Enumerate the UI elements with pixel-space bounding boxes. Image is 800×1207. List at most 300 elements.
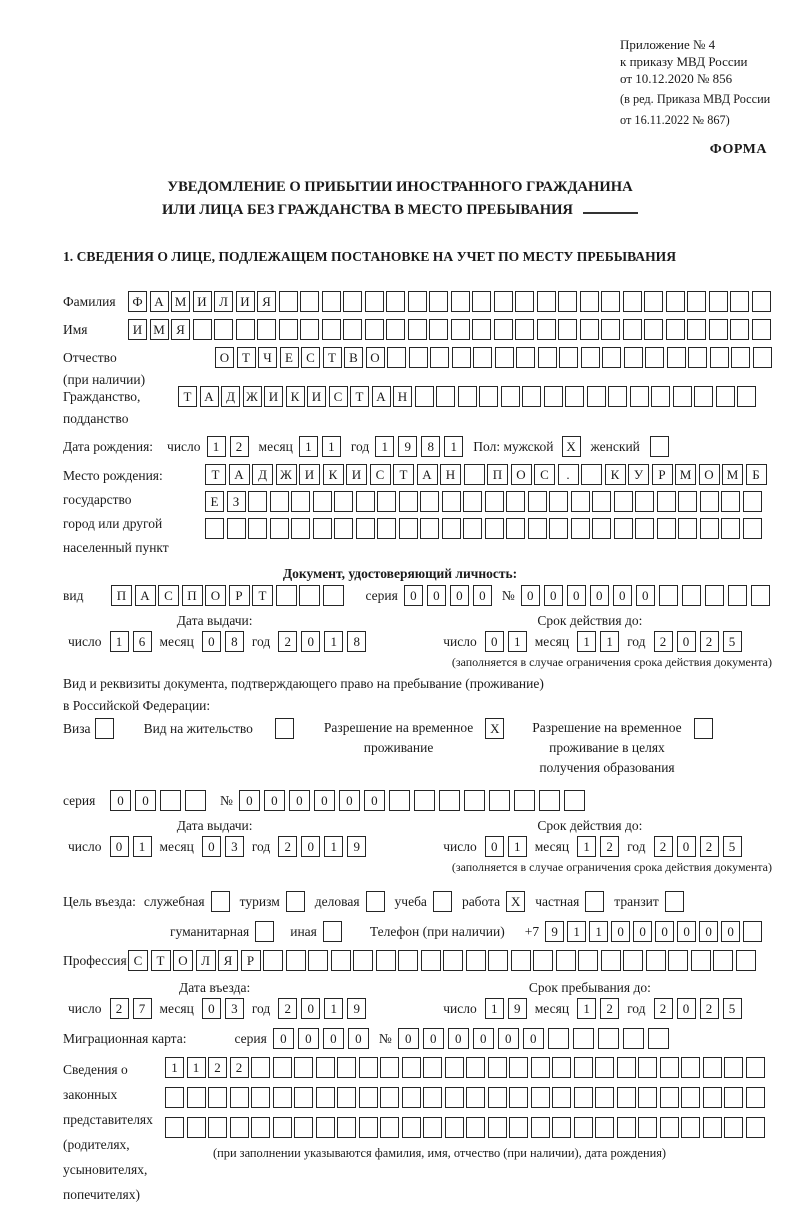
form-cell[interactable] bbox=[398, 950, 418, 971]
form-cell[interactable] bbox=[516, 347, 535, 368]
form-cell[interactable] bbox=[614, 518, 633, 539]
form-cell[interactable] bbox=[323, 585, 344, 606]
form-cell[interactable]: 2 bbox=[278, 631, 297, 652]
form-cell[interactable] bbox=[276, 585, 297, 606]
form-cell[interactable] bbox=[743, 518, 762, 539]
form-cell[interactable] bbox=[549, 518, 568, 539]
form-cell[interactable]: 8 bbox=[225, 631, 244, 652]
form-cell[interactable] bbox=[721, 518, 740, 539]
form-cell[interactable] bbox=[592, 518, 611, 539]
form-cell[interactable]: Т bbox=[252, 585, 273, 606]
form-cell[interactable] bbox=[236, 319, 255, 340]
form-cell[interactable]: 0 bbox=[721, 921, 740, 942]
form-cell[interactable] bbox=[270, 491, 289, 512]
form-cell[interactable] bbox=[682, 585, 701, 606]
purpose-work-checkbox[interactable]: X bbox=[506, 891, 525, 912]
form-cell[interactable] bbox=[466, 1117, 485, 1138]
form-cell[interactable] bbox=[313, 518, 332, 539]
form-cell[interactable]: Ж bbox=[276, 464, 297, 485]
purpose-tourism-checkbox[interactable] bbox=[286, 891, 305, 912]
form-cell[interactable] bbox=[193, 319, 212, 340]
form-cell[interactable]: Р bbox=[241, 950, 261, 971]
form-cell[interactable] bbox=[208, 1087, 227, 1108]
form-cell[interactable]: С bbox=[301, 347, 320, 368]
form-cell[interactable]: 2 bbox=[230, 1057, 249, 1078]
form-cell[interactable]: 0 bbox=[398, 1028, 419, 1049]
form-cell[interactable]: И bbox=[264, 386, 283, 407]
form-cell[interactable]: 1 bbox=[444, 436, 463, 457]
form-cell[interactable] bbox=[343, 291, 362, 312]
form-cell[interactable]: 0 bbox=[498, 1028, 519, 1049]
form-cell[interactable] bbox=[531, 1057, 550, 1078]
form-cell[interactable] bbox=[494, 319, 513, 340]
form-cell[interactable]: А bbox=[229, 464, 250, 485]
form-cell[interactable] bbox=[359, 1087, 378, 1108]
form-cell[interactable] bbox=[334, 518, 353, 539]
form-cell[interactable] bbox=[601, 319, 620, 340]
form-cell[interactable]: 0 bbox=[110, 836, 129, 857]
form-cell[interactable] bbox=[294, 1087, 313, 1108]
form-cell[interactable] bbox=[423, 1057, 442, 1078]
form-cell[interactable] bbox=[160, 790, 181, 811]
form-cell[interactable] bbox=[415, 386, 434, 407]
form-cell[interactable]: З bbox=[227, 491, 246, 512]
form-cell[interactable] bbox=[466, 1057, 485, 1078]
form-cell[interactable] bbox=[651, 386, 670, 407]
form-cell[interactable] bbox=[279, 319, 298, 340]
form-cell[interactable] bbox=[573, 1028, 594, 1049]
form-cell[interactable] bbox=[489, 790, 510, 811]
form-cell[interactable]: Д bbox=[252, 464, 273, 485]
form-cell[interactable]: М bbox=[675, 464, 696, 485]
form-cell[interactable] bbox=[608, 386, 627, 407]
form-cell[interactable] bbox=[376, 950, 396, 971]
form-cell[interactable]: М bbox=[171, 291, 190, 312]
form-cell[interactable]: 0 bbox=[677, 836, 696, 857]
form-cell[interactable]: С bbox=[329, 386, 348, 407]
form-cell[interactable] bbox=[380, 1087, 399, 1108]
form-cell[interactable] bbox=[436, 386, 455, 407]
form-cell[interactable]: С bbox=[128, 950, 148, 971]
form-cell[interactable] bbox=[703, 1117, 722, 1138]
form-cell[interactable] bbox=[506, 518, 525, 539]
form-cell[interactable] bbox=[681, 1057, 700, 1078]
form-cell[interactable]: 2 bbox=[278, 836, 297, 857]
form-cell[interactable] bbox=[185, 790, 206, 811]
form-cell[interactable] bbox=[488, 950, 508, 971]
form-cell[interactable] bbox=[300, 291, 319, 312]
form-cell[interactable] bbox=[617, 1087, 636, 1108]
form-cell[interactable]: 1 bbox=[299, 436, 318, 457]
form-cell[interactable]: 1 bbox=[187, 1057, 206, 1078]
form-cell[interactable]: 1 bbox=[324, 998, 343, 1019]
form-cell[interactable]: 0 bbox=[348, 1028, 369, 1049]
form-cell[interactable]: 9 bbox=[398, 436, 417, 457]
form-cell[interactable]: 0 bbox=[523, 1028, 544, 1049]
form-cell[interactable] bbox=[743, 921, 762, 942]
form-cell[interactable]: К bbox=[605, 464, 626, 485]
form-cell[interactable] bbox=[556, 950, 576, 971]
form-cell[interactable] bbox=[623, 950, 643, 971]
form-cell[interactable] bbox=[578, 950, 598, 971]
form-cell[interactable] bbox=[624, 347, 643, 368]
form-cell[interactable] bbox=[533, 950, 553, 971]
form-cell[interactable] bbox=[420, 518, 439, 539]
form-cell[interactable] bbox=[452, 347, 471, 368]
form-cell[interactable] bbox=[464, 790, 485, 811]
form-cell[interactable]: Л bbox=[214, 291, 233, 312]
form-cell[interactable]: Т bbox=[205, 464, 226, 485]
form-cell[interactable] bbox=[387, 347, 406, 368]
form-cell[interactable] bbox=[316, 1087, 335, 1108]
form-cell[interactable] bbox=[688, 347, 707, 368]
form-cell[interactable] bbox=[430, 347, 449, 368]
form-cell[interactable] bbox=[248, 491, 267, 512]
form-cell[interactable] bbox=[673, 386, 692, 407]
form-cell[interactable] bbox=[515, 291, 534, 312]
form-cell[interactable]: 1 bbox=[600, 631, 619, 652]
form-cell[interactable] bbox=[721, 491, 740, 512]
form-cell[interactable] bbox=[587, 386, 606, 407]
form-cell[interactable]: Я bbox=[218, 950, 238, 971]
form-cell[interactable] bbox=[402, 1117, 421, 1138]
form-cell[interactable] bbox=[571, 518, 590, 539]
form-cell[interactable] bbox=[408, 319, 427, 340]
form-cell[interactable] bbox=[635, 491, 654, 512]
form-cell[interactable]: 5 bbox=[723, 631, 742, 652]
form-cell[interactable]: 0 bbox=[590, 585, 609, 606]
form-cell[interactable]: 0 bbox=[448, 1028, 469, 1049]
form-cell[interactable]: Т bbox=[393, 464, 414, 485]
form-cell[interactable] bbox=[488, 1087, 507, 1108]
form-cell[interactable] bbox=[623, 291, 642, 312]
form-cell[interactable] bbox=[511, 950, 531, 971]
form-cell[interactable]: А bbox=[417, 464, 438, 485]
form-cell[interactable] bbox=[580, 319, 599, 340]
form-cell[interactable] bbox=[409, 347, 428, 368]
form-cell[interactable]: 0 bbox=[677, 631, 696, 652]
form-cell[interactable]: 1 bbox=[375, 436, 394, 457]
form-cell[interactable] bbox=[595, 1087, 614, 1108]
form-cell[interactable] bbox=[509, 1117, 528, 1138]
form-cell[interactable]: М bbox=[150, 319, 169, 340]
form-cell[interactable] bbox=[294, 1117, 313, 1138]
form-cell[interactable]: 1 bbox=[485, 998, 504, 1019]
form-cell[interactable]: Я bbox=[257, 291, 276, 312]
form-cell[interactable] bbox=[463, 518, 482, 539]
form-cell[interactable] bbox=[473, 347, 492, 368]
form-cell[interactable] bbox=[420, 491, 439, 512]
form-cell[interactable] bbox=[445, 1057, 464, 1078]
form-cell[interactable] bbox=[322, 291, 341, 312]
form-cell[interactable]: 0 bbox=[301, 998, 320, 1019]
form-cell[interactable]: 0 bbox=[202, 998, 221, 1019]
form-cell[interactable] bbox=[638, 1057, 657, 1078]
form-cell[interactable]: В bbox=[344, 347, 363, 368]
form-cell[interactable] bbox=[380, 1057, 399, 1078]
form-cell[interactable]: 0 bbox=[264, 790, 285, 811]
form-cell[interactable] bbox=[531, 1117, 550, 1138]
form-cell[interactable] bbox=[623, 1028, 644, 1049]
purpose-official-checkbox[interactable] bbox=[211, 891, 230, 912]
form-cell[interactable] bbox=[538, 347, 557, 368]
form-cell[interactable] bbox=[316, 1117, 335, 1138]
form-cell[interactable] bbox=[414, 790, 435, 811]
form-cell[interactable] bbox=[746, 1087, 765, 1108]
form-cell[interactable] bbox=[644, 291, 663, 312]
sex-female-checkbox[interactable] bbox=[650, 436, 669, 457]
form-cell[interactable] bbox=[731, 347, 750, 368]
form-cell[interactable] bbox=[659, 585, 678, 606]
form-cell[interactable]: 9 bbox=[545, 921, 564, 942]
form-cell[interactable]: С bbox=[158, 585, 179, 606]
form-cell[interactable]: 8 bbox=[421, 436, 440, 457]
form-cell[interactable] bbox=[678, 491, 697, 512]
form-cell[interactable] bbox=[700, 518, 719, 539]
form-cell[interactable]: 2 bbox=[230, 436, 249, 457]
form-cell[interactable]: 0 bbox=[485, 631, 504, 652]
form-cell[interactable] bbox=[429, 291, 448, 312]
form-cell[interactable]: А bbox=[135, 585, 156, 606]
form-cell[interactable] bbox=[451, 291, 470, 312]
residence-permit-checkbox[interactable] bbox=[275, 718, 294, 739]
form-cell[interactable] bbox=[515, 319, 534, 340]
form-cell[interactable]: 1 bbox=[133, 836, 152, 857]
form-cell[interactable] bbox=[389, 790, 410, 811]
form-cell[interactable] bbox=[322, 319, 341, 340]
form-cell[interactable] bbox=[552, 1057, 571, 1078]
form-cell[interactable] bbox=[442, 518, 461, 539]
form-cell[interactable] bbox=[408, 291, 427, 312]
form-cell[interactable] bbox=[730, 291, 749, 312]
form-cell[interactable]: Н bbox=[440, 464, 461, 485]
form-cell[interactable]: У bbox=[628, 464, 649, 485]
form-cell[interactable]: 6 bbox=[133, 631, 152, 652]
form-cell[interactable] bbox=[746, 1117, 765, 1138]
form-cell[interactable] bbox=[214, 319, 233, 340]
form-cell[interactable]: 0 bbox=[289, 790, 310, 811]
form-cell[interactable] bbox=[602, 347, 621, 368]
form-cell[interactable]: 0 bbox=[677, 998, 696, 1019]
form-cell[interactable] bbox=[251, 1087, 270, 1108]
form-cell[interactable]: 2 bbox=[654, 631, 673, 652]
form-cell[interactable] bbox=[337, 1057, 356, 1078]
form-cell[interactable]: 5 bbox=[723, 836, 742, 857]
form-cell[interactable]: 2 bbox=[654, 998, 673, 1019]
form-cell[interactable]: П bbox=[111, 585, 132, 606]
form-cell[interactable]: 0 bbox=[636, 585, 655, 606]
form-cell[interactable]: 1 bbox=[322, 436, 341, 457]
form-cell[interactable] bbox=[263, 950, 283, 971]
form-cell[interactable] bbox=[700, 491, 719, 512]
form-cell[interactable]: 0 bbox=[135, 790, 156, 811]
form-cell[interactable]: 0 bbox=[314, 790, 335, 811]
form-cell[interactable]: П bbox=[182, 585, 203, 606]
form-cell[interactable] bbox=[439, 790, 460, 811]
form-cell[interactable]: Е bbox=[205, 491, 224, 512]
form-cell[interactable]: Т bbox=[151, 950, 171, 971]
temporary-residence-checkbox[interactable]: X bbox=[485, 718, 504, 739]
form-cell[interactable] bbox=[644, 319, 663, 340]
form-cell[interactable]: И bbox=[128, 319, 147, 340]
form-cell[interactable]: 9 bbox=[347, 998, 366, 1019]
form-cell[interactable] bbox=[743, 491, 762, 512]
form-cell[interactable]: 1 bbox=[207, 436, 226, 457]
form-cell[interactable] bbox=[365, 291, 384, 312]
form-cell[interactable]: С bbox=[534, 464, 555, 485]
form-cell[interactable] bbox=[279, 291, 298, 312]
form-cell[interactable]: Д bbox=[221, 386, 240, 407]
form-cell[interactable] bbox=[359, 1117, 378, 1138]
form-cell[interactable]: 0 bbox=[633, 921, 652, 942]
form-cell[interactable] bbox=[528, 518, 547, 539]
form-cell[interactable] bbox=[752, 291, 771, 312]
form-cell[interactable] bbox=[753, 347, 772, 368]
sex-male-checkbox[interactable]: X bbox=[562, 436, 581, 457]
form-cell[interactable]: 1 bbox=[577, 998, 596, 1019]
form-cell[interactable] bbox=[509, 1087, 528, 1108]
form-cell[interactable]: 0 bbox=[613, 585, 632, 606]
form-cell[interactable]: 8 bbox=[347, 631, 366, 652]
form-cell[interactable] bbox=[667, 347, 686, 368]
form-cell[interactable] bbox=[687, 319, 706, 340]
form-cell[interactable] bbox=[646, 950, 666, 971]
form-cell[interactable]: И bbox=[236, 291, 255, 312]
form-cell[interactable]: . bbox=[558, 464, 579, 485]
form-cell[interactable] bbox=[423, 1117, 442, 1138]
form-cell[interactable]: 0 bbox=[655, 921, 674, 942]
purpose-business-checkbox[interactable] bbox=[366, 891, 385, 912]
form-cell[interactable] bbox=[539, 790, 560, 811]
form-cell[interactable]: 1 bbox=[324, 631, 343, 652]
form-cell[interactable]: 2 bbox=[654, 836, 673, 857]
form-cell[interactable] bbox=[574, 1057, 593, 1078]
form-cell[interactable]: 0 bbox=[298, 1028, 319, 1049]
purpose-humanitarian-checkbox[interactable] bbox=[255, 921, 274, 942]
form-cell[interactable]: 0 bbox=[699, 921, 718, 942]
form-cell[interactable]: Т bbox=[350, 386, 369, 407]
form-cell[interactable] bbox=[730, 319, 749, 340]
form-cell[interactable] bbox=[514, 790, 535, 811]
form-cell[interactable] bbox=[648, 1028, 669, 1049]
form-cell[interactable]: 0 bbox=[202, 836, 221, 857]
form-cell[interactable] bbox=[548, 1028, 569, 1049]
form-cell[interactable] bbox=[687, 291, 706, 312]
form-cell[interactable] bbox=[598, 1028, 619, 1049]
form-cell[interactable] bbox=[660, 1117, 679, 1138]
form-cell[interactable] bbox=[308, 950, 328, 971]
form-cell[interactable]: 1 bbox=[508, 836, 527, 857]
form-cell[interactable] bbox=[509, 1057, 528, 1078]
form-cell[interactable]: 0 bbox=[239, 790, 260, 811]
form-cell[interactable]: 2 bbox=[278, 998, 297, 1019]
form-cell[interactable]: О bbox=[366, 347, 385, 368]
form-cell[interactable]: 0 bbox=[323, 1028, 344, 1049]
purpose-study-checkbox[interactable] bbox=[433, 891, 452, 912]
form-cell[interactable] bbox=[251, 1057, 270, 1078]
form-cell[interactable] bbox=[580, 291, 599, 312]
form-cell[interactable] bbox=[537, 291, 556, 312]
form-cell[interactable] bbox=[291, 518, 310, 539]
form-cell[interactable] bbox=[668, 950, 688, 971]
form-cell[interactable] bbox=[165, 1117, 184, 1138]
form-cell[interactable] bbox=[709, 291, 728, 312]
form-cell[interactable]: Б bbox=[746, 464, 767, 485]
form-cell[interactable]: 1 bbox=[324, 836, 343, 857]
form-cell[interactable]: 1 bbox=[567, 921, 586, 942]
form-cell[interactable] bbox=[331, 950, 351, 971]
form-cell[interactable] bbox=[728, 585, 747, 606]
form-cell[interactable] bbox=[574, 1087, 593, 1108]
form-cell[interactable]: 1 bbox=[589, 921, 608, 942]
form-cell[interactable] bbox=[678, 518, 697, 539]
form-cell[interactable]: 0 bbox=[544, 585, 563, 606]
form-cell[interactable]: Т bbox=[323, 347, 342, 368]
form-cell[interactable]: 0 bbox=[567, 585, 586, 606]
form-cell[interactable] bbox=[601, 291, 620, 312]
form-cell[interactable] bbox=[230, 1117, 249, 1138]
form-cell[interactable]: 2 bbox=[700, 836, 719, 857]
form-cell[interactable] bbox=[681, 1117, 700, 1138]
form-cell[interactable] bbox=[386, 291, 405, 312]
form-cell[interactable]: Р bbox=[229, 585, 250, 606]
form-cell[interactable]: 0 bbox=[473, 1028, 494, 1049]
form-cell[interactable]: И bbox=[307, 386, 326, 407]
form-cell[interactable]: 2 bbox=[600, 998, 619, 1019]
form-cell[interactable] bbox=[227, 518, 246, 539]
form-cell[interactable] bbox=[187, 1117, 206, 1138]
form-cell[interactable] bbox=[421, 950, 441, 971]
form-cell[interactable] bbox=[736, 950, 756, 971]
form-cell[interactable]: Ч bbox=[258, 347, 277, 368]
form-cell[interactable] bbox=[300, 319, 319, 340]
form-cell[interactable] bbox=[623, 319, 642, 340]
form-cell[interactable] bbox=[165, 1087, 184, 1108]
form-cell[interactable]: Ж bbox=[243, 386, 262, 407]
form-cell[interactable] bbox=[559, 347, 578, 368]
form-cell[interactable] bbox=[746, 1057, 765, 1078]
form-cell[interactable] bbox=[356, 518, 375, 539]
form-cell[interactable]: 3 bbox=[225, 998, 244, 1019]
form-cell[interactable] bbox=[466, 950, 486, 971]
form-cell[interactable] bbox=[337, 1087, 356, 1108]
form-cell[interactable]: И bbox=[193, 291, 212, 312]
form-cell[interactable]: 2 bbox=[700, 998, 719, 1019]
purpose-transit-checkbox[interactable] bbox=[665, 891, 684, 912]
form-cell[interactable]: К bbox=[286, 386, 305, 407]
form-cell[interactable] bbox=[705, 585, 724, 606]
form-cell[interactable] bbox=[564, 790, 585, 811]
form-cell[interactable] bbox=[273, 1117, 292, 1138]
form-cell[interactable] bbox=[614, 491, 633, 512]
form-cell[interactable]: 0 bbox=[273, 1028, 294, 1049]
form-cell[interactable] bbox=[630, 386, 649, 407]
form-cell[interactable] bbox=[230, 1087, 249, 1108]
form-cell[interactable] bbox=[479, 386, 498, 407]
form-cell[interactable] bbox=[645, 347, 664, 368]
form-cell[interactable]: А bbox=[200, 386, 219, 407]
form-cell[interactable]: 0 bbox=[450, 585, 469, 606]
form-cell[interactable] bbox=[565, 386, 584, 407]
form-cell[interactable]: 2 bbox=[600, 836, 619, 857]
form-cell[interactable] bbox=[337, 1117, 356, 1138]
form-cell[interactable]: Р bbox=[652, 464, 673, 485]
form-cell[interactable]: П bbox=[487, 464, 508, 485]
form-cell[interactable] bbox=[558, 319, 577, 340]
form-cell[interactable]: Т bbox=[237, 347, 256, 368]
form-cell[interactable] bbox=[752, 319, 771, 340]
form-cell[interactable]: О bbox=[173, 950, 193, 971]
